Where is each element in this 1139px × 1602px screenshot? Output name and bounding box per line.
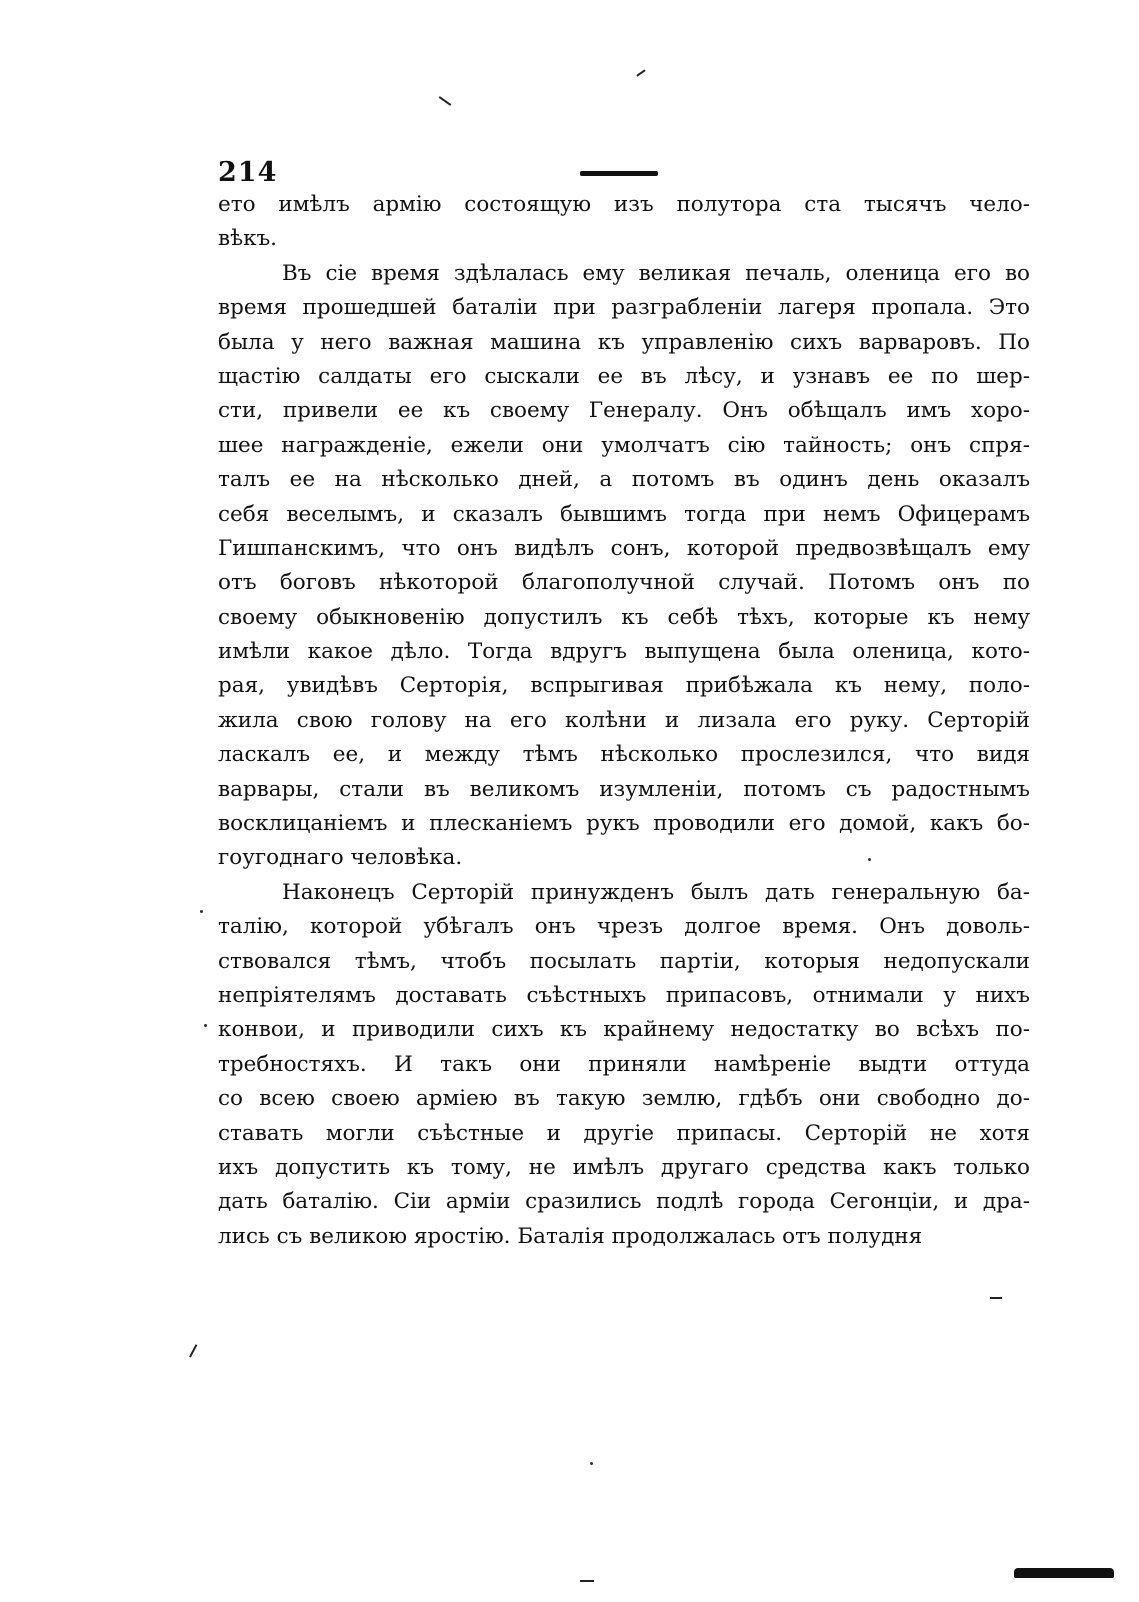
text-line: гоугоднаго человѣка.: [218, 845, 463, 871]
scan-speck: [590, 1462, 593, 1465]
paragraph: [218, 257, 1030, 876]
corner-smudge: [1014, 1568, 1114, 1578]
text-line: была у него важная машина къ управленію сихъ варваровъ. По: [218, 329, 1030, 355]
text-line: ствовался тѣмъ, чтобъ посылать партіи, которыя недопускали: [218, 948, 1030, 974]
text-line: конвои, и приводили сихъ къ крайнему недостатку во всѣхъ по-: [218, 1017, 1030, 1043]
text-line: себя веселымъ, и сказалъ бывшимъ тогда при немъ Офицерамъ: [218, 501, 1030, 527]
text-line: лись съ великою яростію. Баталія продолжалась отъ полудня: [218, 1223, 923, 1249]
text-line: дать баталію. Сіи арміи сразились подлѣ города Сегонціи, и дра-: [218, 1189, 1030, 1215]
paragraph: [218, 188, 1030, 257]
text-line: непріятелямъ доставать съѣстныхъ припасовъ, отнимали у нихъ: [218, 982, 1030, 1008]
text-line: Наконецъ Серторій принужденъ былъ дать генеральную ба-: [282, 879, 1030, 905]
text-line: ето имѣлъ армію состоящую изъ полутора ста тысячъ чело-: [218, 192, 1030, 217]
text-line: ихъ допустить къ тому, не имѣлъ другаго средства какъ только: [218, 1154, 1030, 1180]
text-line: талію, которой убѣгалъ онъ чрезъ долгое время. Онъ доволь-: [218, 914, 1030, 940]
paragraph: [218, 876, 1030, 1254]
header-ornament-rule: [580, 171, 658, 176]
text-line: ласкалъ ее, и между тѣмъ нѣсколько прослезился, что видя: [218, 742, 1030, 768]
scan-speck: [204, 1024, 207, 1027]
scan-mark-bottom: [580, 1580, 594, 1582]
text-line: рая, увидѣвъ Серторія, вспрыгивая прибѣжала къ нему, поло-: [218, 673, 1030, 699]
text-line: сти, привели ее къ своему Генералу. Онъ обѣщалъ имъ хоро-: [218, 398, 1030, 424]
scan-speck: [200, 910, 203, 913]
text-line: требностяхъ. И такъ они приняли намѣреніе выдти оттуда: [218, 1051, 1030, 1077]
text-line: Въ сіе время здѣлалась ему великая печаль, оленица его во: [282, 260, 1030, 286]
text-line: ставать могли съѣстные и другіе припасы. Серторій не хотя: [218, 1120, 1030, 1146]
text-line: вѣкъ.: [218, 226, 278, 252]
text-line: талъ ее на нѣсколько дней, а потомъ въ одинъ день оказалъ: [218, 467, 1030, 493]
scan-mark-bottom-left: [189, 1344, 197, 1357]
text-line: Гишпанскимъ, что онъ видѣлъ сонъ, которой предвозвѣщалъ ему: [218, 535, 1030, 561]
text-line: восклицаніемъ и плесканіемъ рукъ проводили его домой, какъ бо-: [218, 811, 1030, 837]
scan-mark-top-left: [439, 96, 452, 106]
text-line: жила свою голову на его колѣни и лизала его руку. Серторій: [218, 707, 1030, 733]
text-line: шее награжденіе, ежели они умолчатъ сію тайность; онъ спря-: [218, 432, 1030, 458]
text-line: щастію салдаты его сыскали ее въ лѣсу, и узнавъ ее по шер-: [218, 363, 1030, 389]
text-line: варвары, стали въ великомъ изумленіи, потомъ съ радостнымъ: [218, 776, 1030, 802]
text-line: имѣли какое дѣло. Тогда вдругъ выпущена была оленица, кото-: [218, 639, 1030, 665]
text-line: время прошедшей баталіи при разграбленіи лагеря пропала. Это: [218, 295, 1030, 321]
text-line: отъ боговъ нѣкоторой благополучной случай. Потомъ онъ по: [218, 570, 1030, 596]
page-number: 214: [218, 157, 278, 188]
text-line: своему обыкновенію допустилъ къ себѣ тѣхъ, которые къ нему: [218, 604, 1030, 630]
body-text: [218, 188, 1030, 1254]
text-line: со всею своею арміею въ такую землю, гдѣбъ они свободно до-: [218, 1086, 1030, 1112]
scan-mark-top: [636, 69, 645, 76]
scan-mark-bottom-right: [990, 1297, 1002, 1299]
